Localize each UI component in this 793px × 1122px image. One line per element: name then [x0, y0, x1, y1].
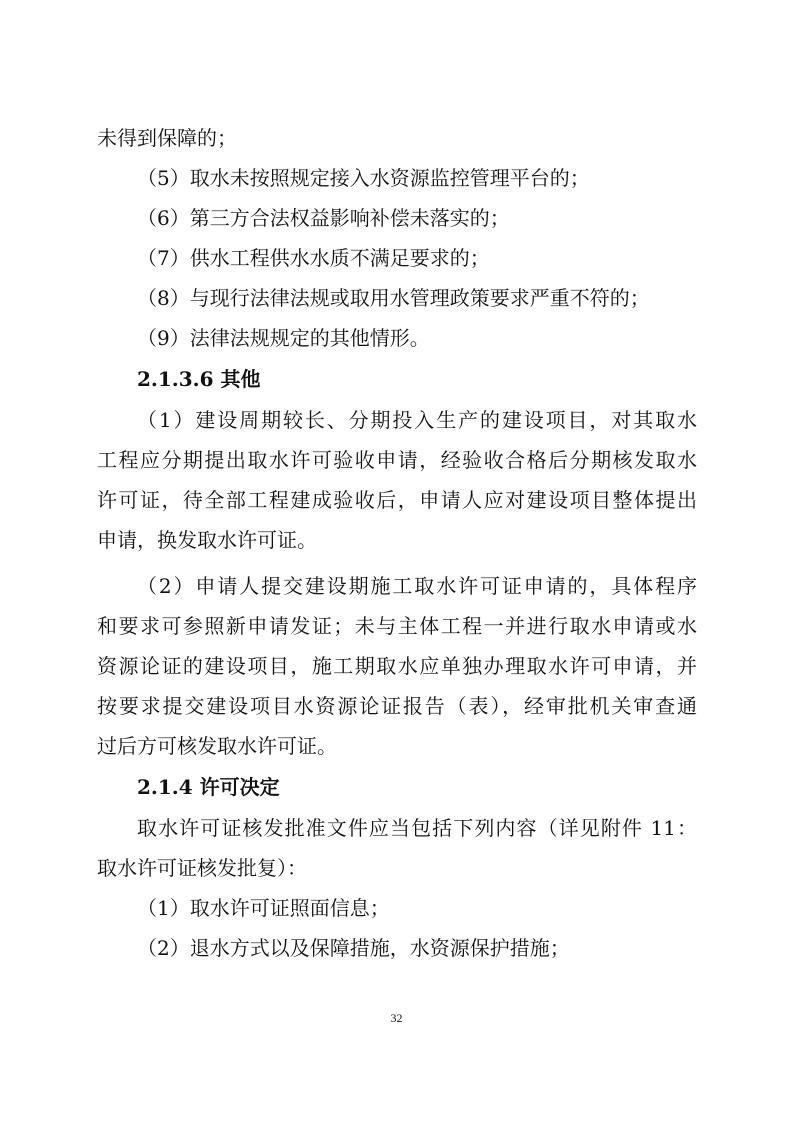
list-item-8: （8）与现行法律法规或取用水管理政策要求严重不符的；	[137, 286, 650, 310]
list-item-2: （2）退水方式以及保障措施，水资源保护措施；	[137, 936, 570, 960]
section-heading-2-1-4: 2.1.4 许可决定	[137, 775, 280, 799]
page-number: 32	[390, 1011, 403, 1025]
list-item-1: （1）取水许可证照面信息；	[137, 896, 390, 920]
list-item-5: （5）取水未按照规定接入水资源监控管理平台的；	[137, 166, 590, 190]
list-item-6: （6）第三方合法权益影响补偿未落实的；	[137, 206, 510, 230]
paragraph-line: 资源论证的建设项目，施工期取水应单独办理取水许可申请，并	[97, 654, 697, 678]
list-item-7: （7）供水工程供水水质不满足要求的；	[137, 246, 490, 270]
paragraph-line: 工程应分期提出取水许可验收申请，经验收合格后分期核发取水	[97, 448, 697, 472]
section-heading-2-1-3-6: 2.1.3.6 其他	[137, 367, 261, 391]
paragraph-line: 申请，换发取水许可证。	[97, 528, 317, 552]
list-item-9: （9）法律法规规定的其他情形。	[137, 326, 430, 350]
paragraph-line: 取水许可证核发批复）：	[97, 856, 307, 880]
paragraph-line: （1）建设周期较长、分期投入生产的建设项目，对其取水	[137, 408, 697, 432]
paragraph-line: 按要求提交建设项目水资源论证报告（表），经审批机关审查通	[97, 694, 697, 718]
paragraph-line: 和要求可参照新申请发证；未与主体工程一并进行取水申请或水	[97, 614, 697, 638]
paragraph-line: 许可证，待全部工程建成验收后，申请人应对建设项目整体提出	[97, 488, 697, 512]
paragraph-line: 取水许可证核发批准文件应当包括下列内容（详见附件 11：	[137, 816, 697, 840]
paragraph-line: 过后方可核发取水许可证。	[97, 734, 337, 758]
paragraph-line: （2）申请人提交建设期施工取水许可证申请的，具体程序	[137, 574, 697, 598]
paragraph-line: 未得到保障的；	[97, 126, 237, 150]
